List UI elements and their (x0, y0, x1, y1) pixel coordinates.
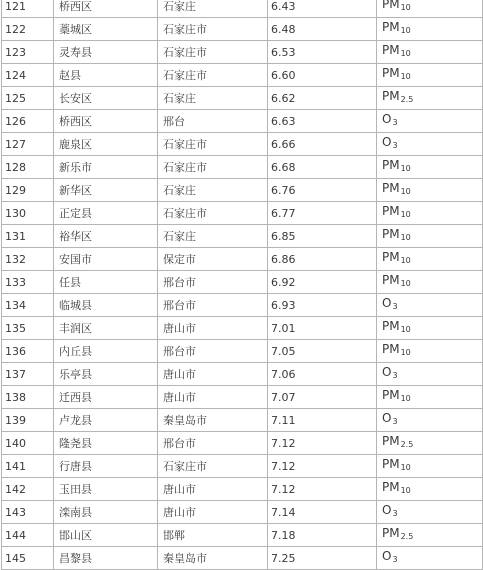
value-cell: 6.93 (268, 294, 377, 317)
rank-cell: 143 (2, 501, 54, 524)
pollutant-subscript: 10 (400, 187, 411, 196)
pollutant-symbol: PM (382, 457, 400, 471)
district-cell: 正定县 (54, 202, 158, 225)
city-cell: 石家庄市 (158, 202, 268, 225)
pollutant-symbol: PM (382, 20, 400, 34)
table-row (2, 524, 483, 547)
primary-pollutant-cell (377, 18, 483, 41)
pollutant-symbol: O (382, 135, 392, 149)
pollutant-subscript: 10 (400, 3, 411, 12)
pollutant-symbol: PM (382, 204, 400, 218)
primary-pollutant-cell (377, 64, 483, 87)
pollutant-subscript: 3 (392, 417, 398, 426)
table-row (2, 225, 483, 248)
rank-cell: 144 (2, 524, 54, 547)
rank-cell: 140 (2, 432, 54, 455)
district-cell: 新乐市 (54, 156, 158, 179)
pollutant-subscript: 10 (400, 26, 411, 35)
value-cell: 7.11 (268, 409, 377, 432)
pollutant-symbol: PM (382, 181, 400, 195)
district-cell: 灵寿县 (54, 41, 158, 64)
primary-pollutant-cell (377, 225, 483, 248)
value-cell: 6.86 (268, 248, 377, 271)
pollutant-symbol: PM (382, 0, 400, 11)
district-cell: 隆尧县 (54, 432, 158, 455)
primary-pollutant-cell (377, 455, 483, 478)
value-cell: 7.06 (268, 363, 377, 386)
district-cell: 裕华区 (54, 225, 158, 248)
district-cell: 桥西区 (54, 110, 158, 133)
rank-cell: 132 (2, 248, 54, 271)
rank-cell: 136 (2, 340, 54, 363)
district-cell: 丰润区 (54, 317, 158, 340)
primary-pollutant-cell (377, 202, 483, 225)
value-cell: 7.01 (268, 317, 377, 340)
primary-pollutant-cell (377, 248, 483, 271)
table-row (2, 432, 483, 455)
city-cell: 邢台市 (158, 271, 268, 294)
city-cell: 石家庄 (158, 179, 268, 202)
rank-cell: 138 (2, 386, 54, 409)
rank-cell: 133 (2, 271, 54, 294)
district-cell: 藁城区 (54, 18, 158, 41)
primary-pollutant-cell (377, 432, 483, 455)
rank-cell: 126 (2, 110, 54, 133)
district-cell: 鹿泉区 (54, 133, 158, 156)
primary-pollutant-cell (377, 41, 483, 64)
city-cell: 石家庄市 (158, 455, 268, 478)
table-row (2, 501, 483, 524)
table-body (2, 0, 483, 570)
rank-cell: 128 (2, 156, 54, 179)
primary-pollutant-cell (377, 547, 483, 570)
district-cell: 玉田县 (54, 478, 158, 501)
value-cell: 6.76 (268, 179, 377, 202)
city-cell: 石家庄市 (158, 156, 268, 179)
primary-pollutant-cell (377, 501, 483, 524)
primary-pollutant-cell (377, 478, 483, 501)
value-cell: 7.07 (268, 386, 377, 409)
value-cell: 6.92 (268, 271, 377, 294)
table-row (2, 110, 483, 133)
value-cell: 6.62 (268, 87, 377, 110)
city-cell: 石家庄市 (158, 41, 268, 64)
pollutant-symbol: O (382, 411, 392, 425)
primary-pollutant-cell (377, 87, 483, 110)
district-cell: 卢龙县 (54, 409, 158, 432)
value-cell: 6.48 (268, 18, 377, 41)
city-cell: 邢台市 (158, 340, 268, 363)
value-cell: 7.12 (268, 432, 377, 455)
table-row (2, 41, 483, 64)
table-row (2, 248, 483, 271)
pollutant-symbol: PM (382, 66, 400, 80)
pollutant-subscript: 3 (392, 118, 398, 127)
pollutant-subscript: 2.5 (400, 532, 414, 541)
district-cell: 桥西区 (54, 0, 158, 18)
primary-pollutant-cell (377, 0, 483, 18)
value-cell: 7.25 (268, 547, 377, 570)
city-cell: 邢台市 (158, 294, 268, 317)
pollutant-symbol: PM (382, 434, 400, 448)
pollutant-symbol: PM (382, 273, 400, 287)
city-cell: 唐山市 (158, 363, 268, 386)
district-cell: 滦南县 (54, 501, 158, 524)
district-cell: 内丘县 (54, 340, 158, 363)
pollutant-symbol: PM (382, 227, 400, 241)
air-quality-ranking-table (1, 0, 483, 570)
rank-cell: 127 (2, 133, 54, 156)
city-cell: 保定市 (158, 248, 268, 271)
rank-cell: 124 (2, 64, 54, 87)
primary-pollutant-cell (377, 340, 483, 363)
primary-pollutant-cell (377, 133, 483, 156)
table-row (2, 340, 483, 363)
value-cell: 6.85 (268, 225, 377, 248)
rank-cell: 129 (2, 179, 54, 202)
city-cell: 唐山市 (158, 501, 268, 524)
value-cell: 7.18 (268, 524, 377, 547)
table-row (2, 271, 483, 294)
primary-pollutant-cell (377, 386, 483, 409)
pollutant-subscript: 10 (400, 256, 411, 265)
rank-cell: 134 (2, 294, 54, 317)
pollutant-symbol: PM (382, 526, 400, 540)
table-row (2, 156, 483, 179)
table-row (2, 547, 483, 570)
district-cell: 新华区 (54, 179, 158, 202)
district-cell: 昌黎县 (54, 547, 158, 570)
rank-cell: 125 (2, 87, 54, 110)
city-cell: 石家庄 (158, 225, 268, 248)
district-cell: 行唐县 (54, 455, 158, 478)
city-cell: 石家庄 (158, 0, 268, 18)
table-row (2, 409, 483, 432)
primary-pollutant-cell (377, 524, 483, 547)
pollutant-subscript: 3 (392, 141, 398, 150)
pollutant-subscript: 10 (400, 279, 411, 288)
primary-pollutant-cell (377, 271, 483, 294)
value-cell: 7.12 (268, 478, 377, 501)
pollutant-symbol: O (382, 112, 392, 126)
primary-pollutant-cell (377, 363, 483, 386)
primary-pollutant-cell (377, 110, 483, 133)
rank-cell: 137 (2, 363, 54, 386)
pollutant-subscript: 2.5 (400, 440, 414, 449)
table-row (2, 133, 483, 156)
pollutant-subscript: 3 (392, 371, 398, 380)
value-cell: 6.60 (268, 64, 377, 87)
district-cell: 临城县 (54, 294, 158, 317)
table-row (2, 317, 483, 340)
table-row (2, 202, 483, 225)
city-cell: 邢台 (158, 110, 268, 133)
table-row (2, 363, 483, 386)
city-cell: 秦皇岛市 (158, 409, 268, 432)
primary-pollutant-cell (377, 179, 483, 202)
primary-pollutant-cell (377, 317, 483, 340)
pollutant-subscript: 10 (400, 72, 411, 81)
pollutant-symbol: PM (382, 342, 400, 356)
city-cell: 石家庄市 (158, 18, 268, 41)
rank-cell: 121 (2, 0, 54, 18)
value-cell: 6.43 (268, 0, 377, 18)
city-cell: 石家庄市 (158, 64, 268, 87)
district-cell: 赵县 (54, 64, 158, 87)
pollutant-subscript: 10 (400, 210, 411, 219)
pollutant-subscript: 10 (400, 164, 411, 173)
table-row (2, 87, 483, 110)
value-cell: 6.77 (268, 202, 377, 225)
pollutant-symbol: PM (382, 89, 400, 103)
district-cell: 邯山区 (54, 524, 158, 547)
table-row (2, 294, 483, 317)
value-cell: 7.05 (268, 340, 377, 363)
value-cell: 6.63 (268, 110, 377, 133)
pollutant-subscript: 10 (400, 394, 411, 403)
primary-pollutant-cell (377, 156, 483, 179)
table-row (2, 455, 483, 478)
district-cell: 长安区 (54, 87, 158, 110)
table-row (2, 386, 483, 409)
district-cell: 任县 (54, 271, 158, 294)
city-cell: 邢台市 (158, 432, 268, 455)
pollutant-symbol: PM (382, 158, 400, 172)
rank-cell: 122 (2, 18, 54, 41)
pollutant-subscript: 10 (400, 486, 411, 495)
city-cell: 唐山市 (158, 478, 268, 501)
pollutant-symbol: PM (382, 250, 400, 264)
table-row (2, 18, 483, 41)
pollutant-subscript: 10 (400, 233, 411, 242)
rank-cell: 141 (2, 455, 54, 478)
pollutant-symbol: PM (382, 480, 400, 494)
pollutant-subscript: 2.5 (400, 95, 414, 104)
table-row (2, 0, 483, 18)
value-cell: 6.66 (268, 133, 377, 156)
pollutant-symbol: O (382, 549, 392, 563)
city-cell: 唐山市 (158, 317, 268, 340)
value-cell: 6.68 (268, 156, 377, 179)
rank-cell: 142 (2, 478, 54, 501)
value-cell: 7.12 (268, 455, 377, 478)
rank-cell: 123 (2, 41, 54, 64)
district-cell: 乐亭县 (54, 363, 158, 386)
pollutant-subscript: 10 (400, 348, 411, 357)
table-row (2, 179, 483, 202)
rank-cell: 130 (2, 202, 54, 225)
rank-cell: 135 (2, 317, 54, 340)
city-cell: 石家庄 (158, 87, 268, 110)
primary-pollutant-cell (377, 294, 483, 317)
table-row (2, 478, 483, 501)
pollutant-symbol: O (382, 503, 392, 517)
pollutant-symbol: PM (382, 43, 400, 57)
value-cell: 6.53 (268, 41, 377, 64)
city-cell: 邯郸 (158, 524, 268, 547)
district-cell: 迁西县 (54, 386, 158, 409)
pollutant-subscript: 10 (400, 49, 411, 58)
rank-cell: 139 (2, 409, 54, 432)
pollutant-subscript: 3 (392, 509, 398, 518)
city-cell: 唐山市 (158, 386, 268, 409)
pollutant-subscript: 10 (400, 463, 411, 472)
pollutant-symbol: O (382, 365, 392, 379)
pollutant-subscript: 10 (400, 325, 411, 334)
city-cell: 秦皇岛市 (158, 547, 268, 570)
value-cell: 7.14 (268, 501, 377, 524)
pollutant-subscript: 3 (392, 302, 398, 311)
primary-pollutant-cell (377, 409, 483, 432)
district-cell: 安国市 (54, 248, 158, 271)
pollutant-symbol: PM (382, 388, 400, 402)
table-row (2, 64, 483, 87)
pollutant-symbol: O (382, 296, 392, 310)
city-cell: 石家庄市 (158, 133, 268, 156)
pollutant-subscript: 3 (392, 555, 398, 564)
rank-cell: 131 (2, 225, 54, 248)
rank-cell: 145 (2, 547, 54, 570)
pollutant-symbol: PM (382, 319, 400, 333)
